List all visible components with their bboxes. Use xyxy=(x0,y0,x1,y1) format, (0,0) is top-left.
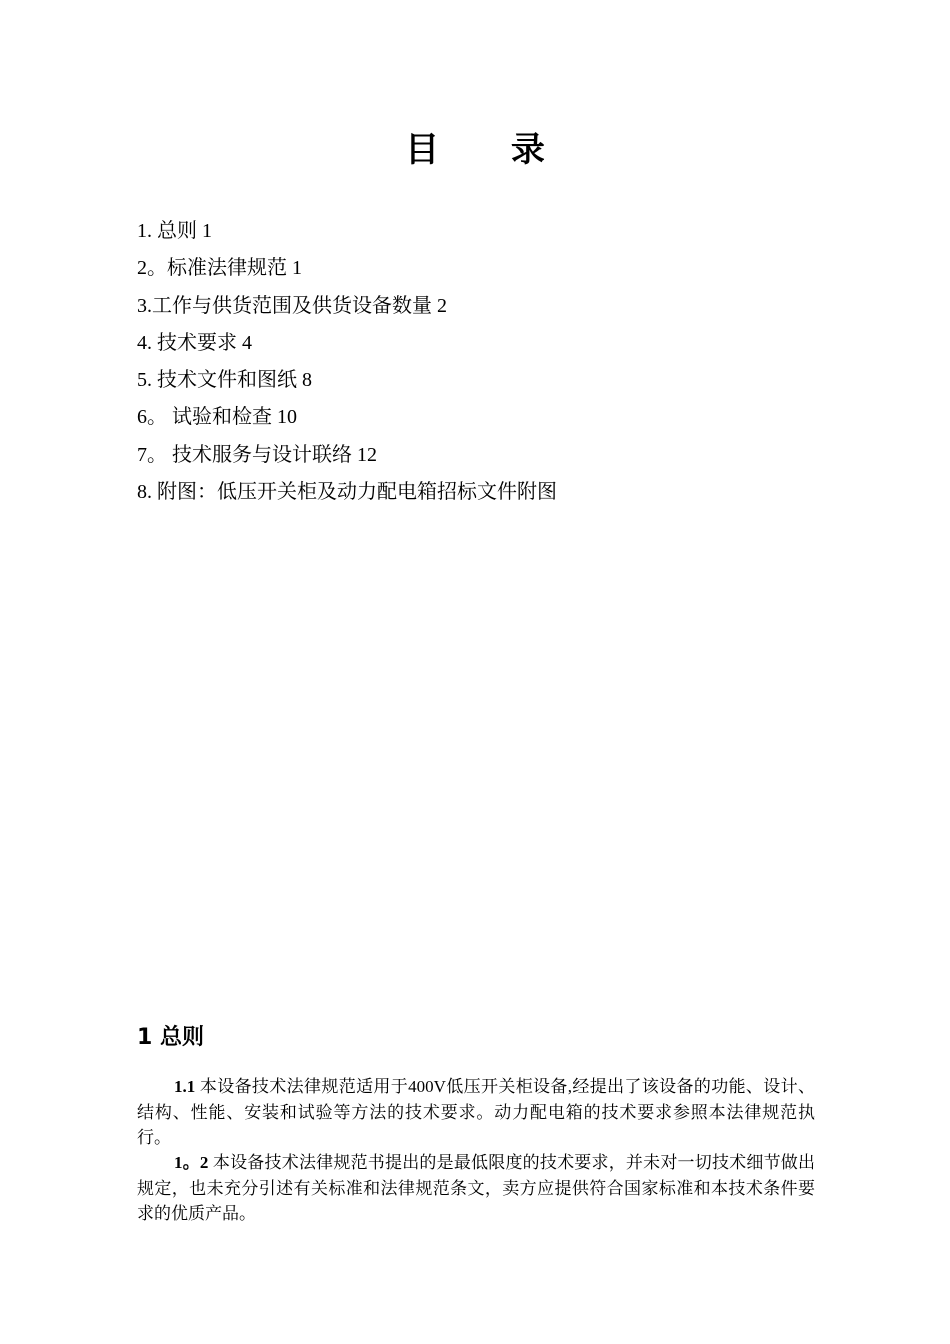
toc-title: 目 录 xyxy=(405,130,575,170)
clause-text: 本设备技术法律规范书提出的是最低限度的技术要求，并未对一切技术细节做出规定，也未充分引述有关标准和法律规范条文，卖方应提供符合国家标准和本技术条件要求的优质产品。 xyxy=(137,1153,816,1223)
toc-item[interactable]: 6。 试验和检查 10 xyxy=(137,406,297,429)
toc-list xyxy=(137,213,557,511)
clause-number: 1。2 xyxy=(174,1153,209,1172)
clause-paragraph xyxy=(137,1074,815,1151)
toc-item[interactable]: 4. 技术要求 4 xyxy=(137,331,252,354)
toc-item[interactable]: 5. 技术文件和图纸 8 xyxy=(137,369,312,392)
toc-item[interactable]: 7。 技术服务与设计联络 12 xyxy=(137,443,377,466)
toc-item[interactable]: 8. 附图：低压开关柜及动力配电箱招标文件附图 xyxy=(137,481,557,504)
toc-item[interactable]: 3.工作与供货范围及供货设备数量 2 xyxy=(137,294,447,317)
section-heading: 1 总则 xyxy=(137,1025,204,1050)
toc-item[interactable]: 1. 总则 1 xyxy=(137,220,212,242)
clause-paragraph xyxy=(137,1150,815,1227)
toc-item[interactable]: 2。标准法律规范 1 xyxy=(137,257,302,280)
clause-number: 1.1 xyxy=(174,1077,196,1096)
clause-text: 本设备技术法律规范适用于400V低压开关柜设备,经提出了该设备的功能、设计、结构、性能、安装和试验等方法的技术要求。动力配电箱的技术要求参照本法律规范执行。 xyxy=(137,1077,815,1147)
